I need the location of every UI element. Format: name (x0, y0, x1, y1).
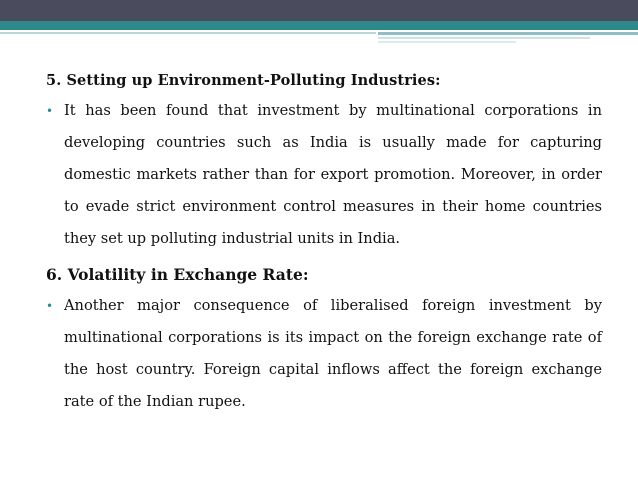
bullet-icon: • (46, 299, 54, 313)
bullet-icon: • (46, 104, 54, 118)
section-heading: 6. Volatility in Exchange Rate: (46, 265, 309, 284)
slide-content (46, 72, 602, 418)
bullet-text: It has been found that investment by multinational corporations in developing countries such as India is usually made for capturing domestic markets rather than for export promotion. Moreover, in order to evade strict environment control measures in their home countries they set up polluting industrial units in India. (64, 102, 602, 247)
accent-stripe (378, 32, 638, 35)
accent-stripe (378, 41, 516, 43)
accent-stripe (0, 32, 376, 34)
bullet-text: Another major consequence of liberalised foreign investment by multinational corporations is its impact on the foreign exchange rate of the host country. Foreign capital inflows affect the foreign exchange rate of the Indian rupee. (64, 297, 602, 410)
bullet-paragraph (46, 95, 602, 255)
accent-bar (0, 21, 638, 30)
bullet-paragraph (46, 290, 602, 418)
accent-stripe (378, 37, 590, 39)
section-heading: 5. Setting up Environment-Polluting Industries: (46, 72, 441, 89)
header-bar (0, 0, 638, 21)
